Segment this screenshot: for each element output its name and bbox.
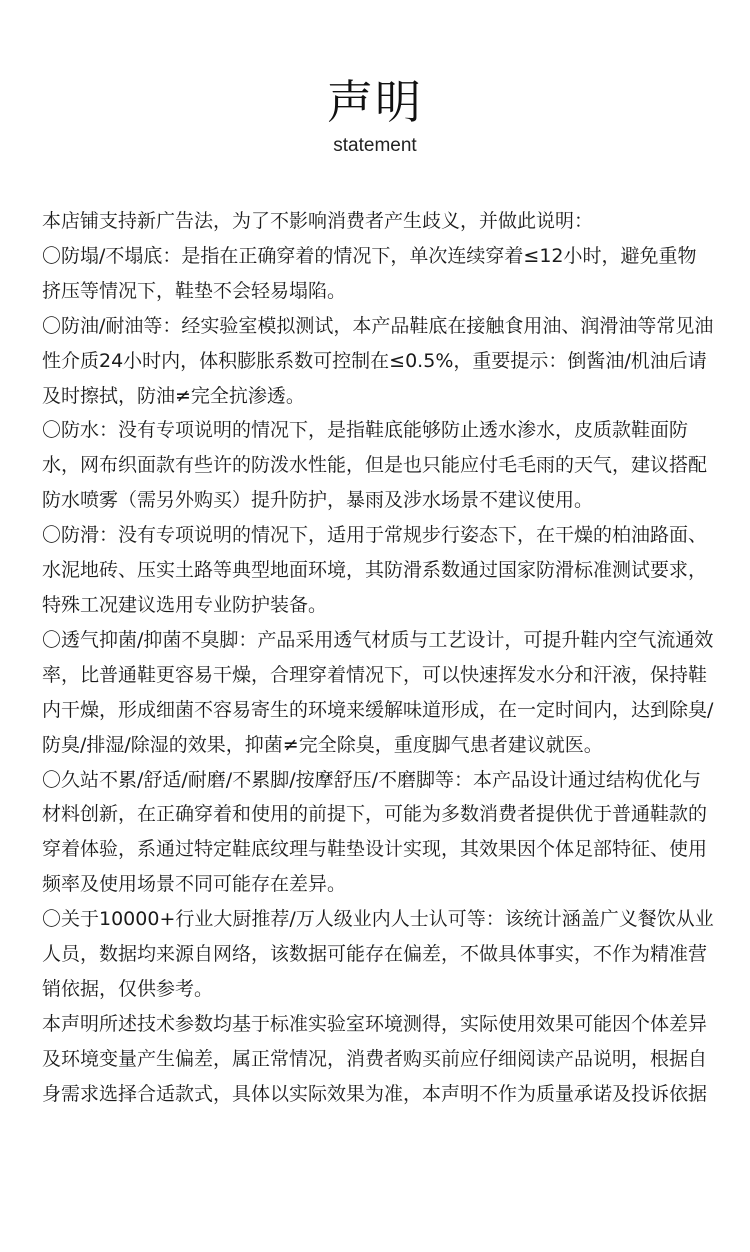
paragraph-breathable-antibacterial: 〇透气抑菌/抑菌不臭脚：产品采用透气材质与工艺设计，可提升鞋内空气流通效率，比普通鞋更容易干燥，合理穿着情况下，可以快速挥发水分和汗液，保持鞋内干燥，形成细菌不容易寄生的环境来缓解味道形成，在一定时间内，达到除臭/防臭/排湿/除湿的效果，抑菌≠完全除臭，重度脚气患者建议就医。 — [42, 628, 714, 756]
paragraph-comfort: 〇久站不累/舒适/耐磨/不累脚/按摩舒压/不磨脚等：本产品设计通过结构优化与材料创新，在正确穿着和使用的前提下，可能为多数消费者提供优于普通鞋款的穿着体验，系通过特定鞋底纹理与鞋垫设计实现，其效果因个体足部特征、使用频率及使用场景不同可能存在差异。 — [42, 768, 708, 896]
paragraph-oil-resistant: 〇防油/耐油等：经实验室模拟测试，本产品鞋底在接触食用油、润滑油等常见油性介质24小时内，体积膨胀系数可控制在≤0.5%，重要提示：倒酱油/机油后请及时擦拭，防油≠完全抗渗透。 — [42, 314, 714, 407]
page-title: 声明 — [327, 75, 423, 129]
page-subtitle: statement — [333, 135, 417, 156]
paragraph-intro: 本店铺支持新广告法，为了不影响消费者产生歧义，并做此说明： — [42, 210, 594, 232]
paragraph-chef-recommendation: 〇关于10000+行业大厨推荐/万人级业内人士认可等：该统计涵盖广义餐饮从业人员，数据均来源自网络，该数据可能存在偏差，不做具体事实，不作为精准营销依据，仅供参考。 — [42, 908, 714, 1000]
paragraph-anti-slip: 〇防滑：没有专项说明的情况下，适用于常规步行姿态下，在干燥的柏油路面、水泥地砖、压实土路等典型地面环境，其防滑系数通过国家防滑标准测试要求，特殊工况建议选用专业防护装备。 — [42, 524, 708, 616]
statement-header — [0, 72, 750, 158]
paragraph-anti-collapse: 〇防塌/不塌底：是指在正确穿着的情况下，单次连续穿着≤12小时，避免重物挤压等情况下，鞋垫不会轻易塌陷。 — [42, 244, 697, 302]
statement-body — [42, 204, 714, 1112]
paragraph-disclaimer: 本声明所述技术参数均基于标准实验室环境测得，实际使用效果可能因个体差异及环境变量产生偏差，属正常情况，消费者购买前应仔细阅读产品说明，根据自身需求选择合适款式，具体以实际效果为准，本声明不作为质量承诺及投诉依据 — [42, 1012, 708, 1105]
paragraph-waterproof: 〇防水：没有专项说明的情况下，是指鞋底能够防止透水渗水，皮质款鞋面防水，网布织面款有些许的防泼水性能，但是也只能应付毛毛雨的天气，建议搭配防水喷雾（需另外购买）提升防护，暴雨及涉水场景不建议使用。 — [42, 419, 708, 512]
